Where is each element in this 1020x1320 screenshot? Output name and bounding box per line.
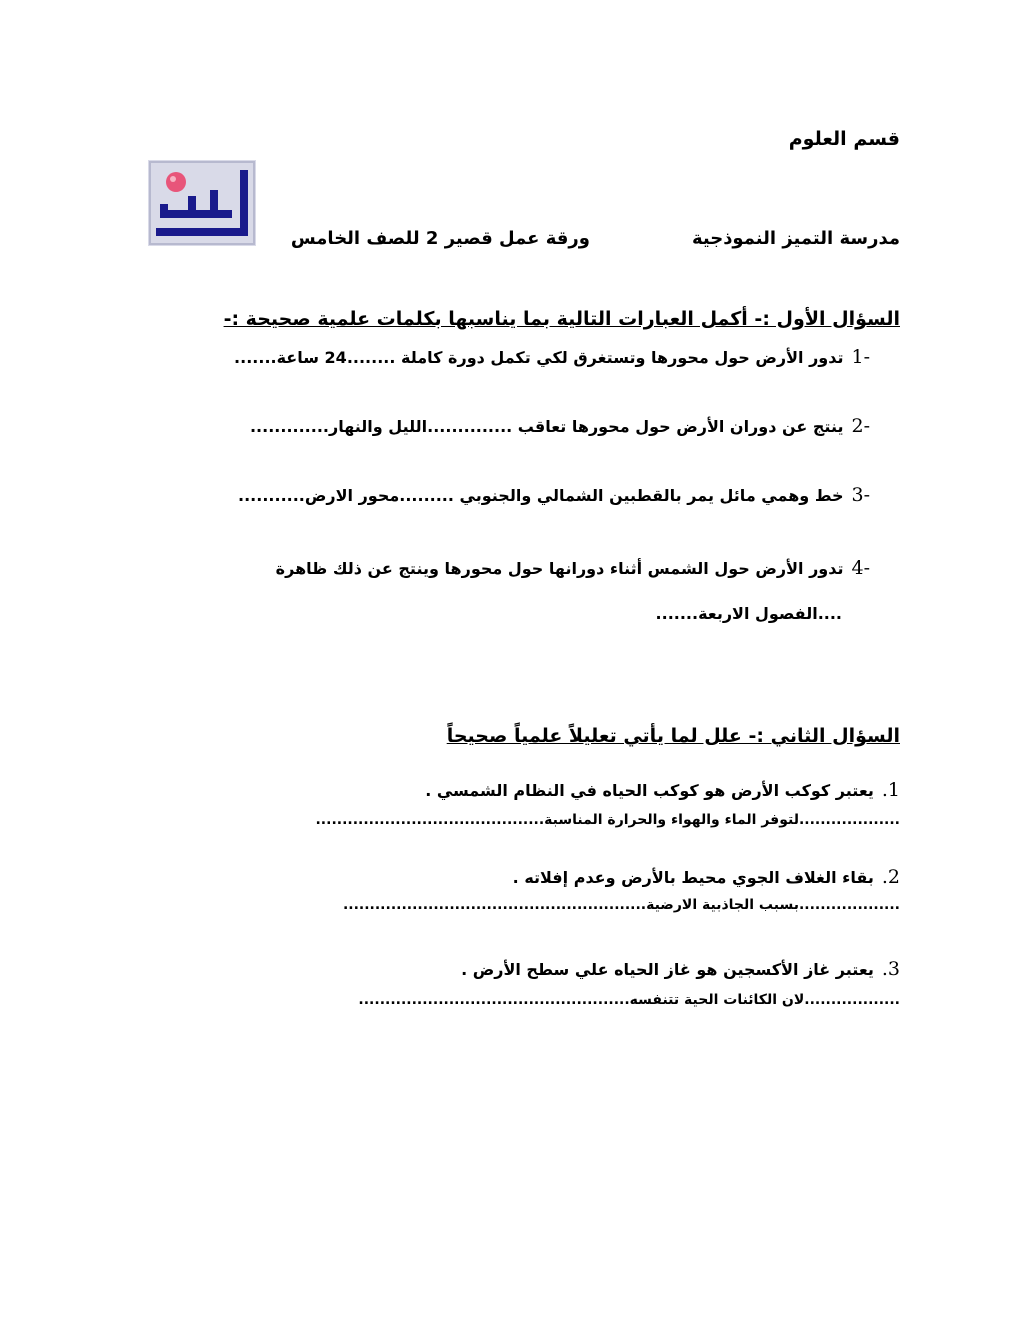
item-text: يعتبر غاز الأكسجين هو غاز الحياه علي سطح الأرض . xyxy=(461,960,874,979)
q2-item-1-answer: ...................لتوفر الماء والهواء والحرارة المناسبة........................................... xyxy=(315,812,900,828)
item-text: يعتبر كوكب الأرض هو كوكب الحياه في النظام الشمسي . xyxy=(425,781,874,800)
item-number: 3. xyxy=(881,958,900,980)
q1-item-3 xyxy=(238,484,870,506)
item-text: تدور الأرض حول محورها وتستغرق لكي تكمل دورة كاملة ........24 ساعة....... xyxy=(234,348,844,367)
q2-item-2 xyxy=(513,866,900,888)
q2-item-3-answer: ..................لان الكائنات الحية تتنفسه................................................... xyxy=(358,992,900,1008)
q1-item-2 xyxy=(250,415,870,437)
department-title: قسم العلوم xyxy=(788,128,900,150)
q1-item-4 xyxy=(276,557,870,579)
q2-item-1 xyxy=(425,779,900,801)
q1-item-4-answer: ....الفصول الاربعة....... xyxy=(655,604,842,623)
worksheet-title: ورقة عمل قصير 2 للصف الخامس xyxy=(290,228,590,249)
item-number: 1. xyxy=(881,779,900,801)
item-text: ينتج عن دوران الأرض حول محورها تعاقب ..............الليل والنهار............. xyxy=(249,417,844,436)
q1-item-1 xyxy=(234,346,870,368)
q2-item-3 xyxy=(461,958,900,980)
item-text: بقاء الغلاف الجوي محيط بالأرض وعدم إفلاته . xyxy=(512,868,874,887)
question-2-title: السؤال الثاني :- علل لما يأتي تعليلاً علمياً صحيحاً xyxy=(446,725,900,747)
school-logo xyxy=(148,160,256,246)
item-number: 2. xyxy=(881,866,900,888)
q2-item-2-answer: ...................بسبب الجاذبية الارضية......................................................... xyxy=(342,897,900,913)
school-name: مدرسة التميز النموذجية xyxy=(691,228,900,249)
item-number: -3 xyxy=(851,484,870,506)
question-1-title: السؤال الأول :- أكمل العبارات التالية بما يناسبها بكلمات علمية صحيحة :- xyxy=(223,308,900,330)
item-number: -2 xyxy=(851,415,870,437)
item-number: -1 xyxy=(851,346,870,368)
item-text: تدور الأرض حول الشمس أثناء دورانها حول محورها وينتج عن ذلك ظاهرة xyxy=(275,559,844,578)
item-text: خط وهمي مائل يمر بالقطبين الشمالي والجنوبي .........محور الارض........... xyxy=(238,486,844,505)
item-number: -4 xyxy=(851,557,870,579)
